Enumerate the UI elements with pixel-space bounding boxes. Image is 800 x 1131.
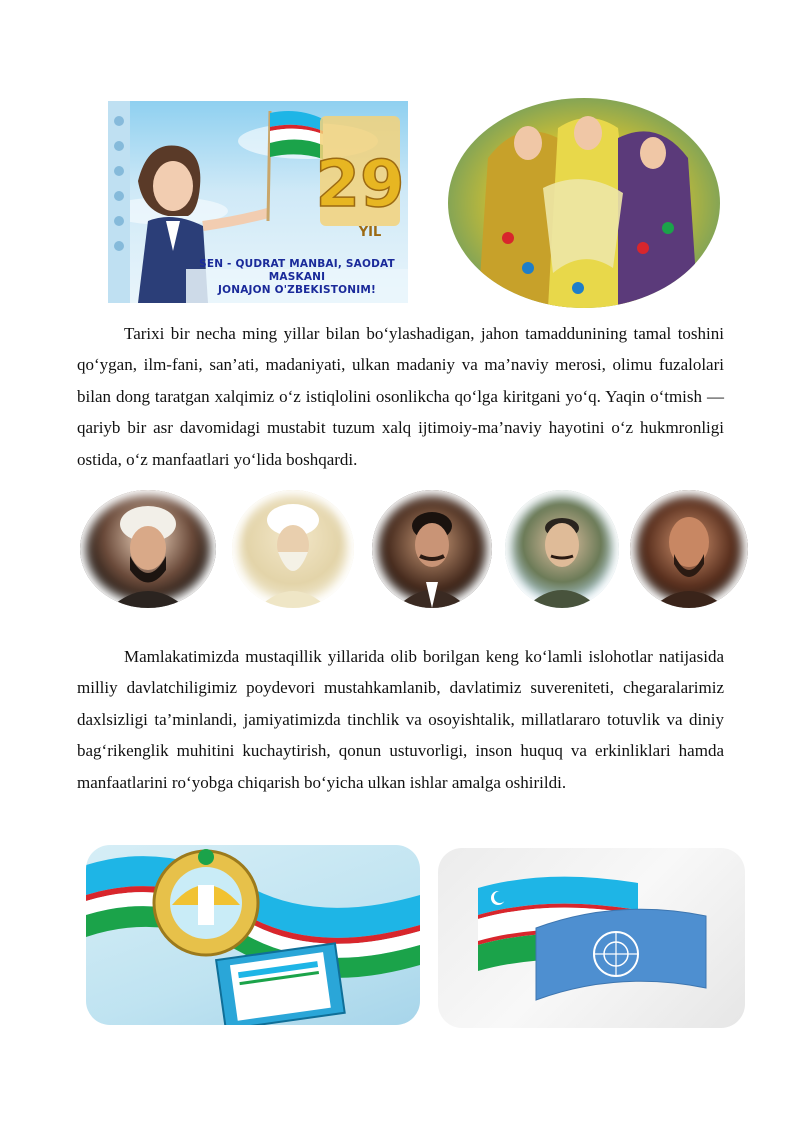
uzbekistan-and-un-flags-image xyxy=(438,848,745,1028)
paragraph-reforms: Mamlakatimizda mustaqillik yillarida olib borilgan keng ko‘lamli islohotlar natijasida milliy davlatchiligimiz poydevori mustahkamlanib, davlatimiz suvereniteti, chegaralarimiz daxlsizligi ta’minlandi, jamiyatimizda tinchlik va osoyishtalik, millatlararo totuvlik va diniy bag‘rikenglik muhitini kuchaytirish, qonun ustuvorligi, inson huquq va erkinliklari hamda manfaatlarini ro‘yobga chiqarish bo‘yicha ulkan ishlar amalga oshirildi. xyxy=(77,647,724,792)
paragraph-history: Tarixi bir necha ming yillar bilan bo‘ylashadigan, jahon tamaddunining tamal toshini qo‘ygan, ilm-fani, san’ati, madaniyati, ulkan madaniy va ma’naviy merosi, olimu fuzalolari bilan dong taratgan xalqimiz o‘z istiqlolini osonlikcha qo‘lga kiritgani yo‘q. Yaqin o‘tmish — qariyb bir asr davomidagi mustabit tuzum xalq ijtimoiy-ma’naviy hayotini o‘z hukmronligi ostida, o‘z manfaatlari yo‘lida boshqardi. xyxy=(77,324,724,469)
national-dance-image xyxy=(448,98,720,308)
banner-year-label: YIL xyxy=(358,225,382,240)
banner-title-line2: JONAJON O'ZBEKISTONIM! xyxy=(218,284,376,296)
portrait-4 xyxy=(505,490,619,608)
state-emblem-constitution-image xyxy=(86,845,420,1025)
banner-title xyxy=(186,258,408,297)
portrait-5 xyxy=(630,490,748,608)
independence-day-banner-image xyxy=(108,101,408,303)
banner-title-line1: SEN - QUDRAT MANBAI, SAODAT MASKANI xyxy=(199,258,395,283)
portrait-1 xyxy=(80,490,216,608)
portrait-3 xyxy=(372,490,492,608)
portrait-2 xyxy=(232,490,354,608)
banner-number: 29 xyxy=(315,148,405,222)
